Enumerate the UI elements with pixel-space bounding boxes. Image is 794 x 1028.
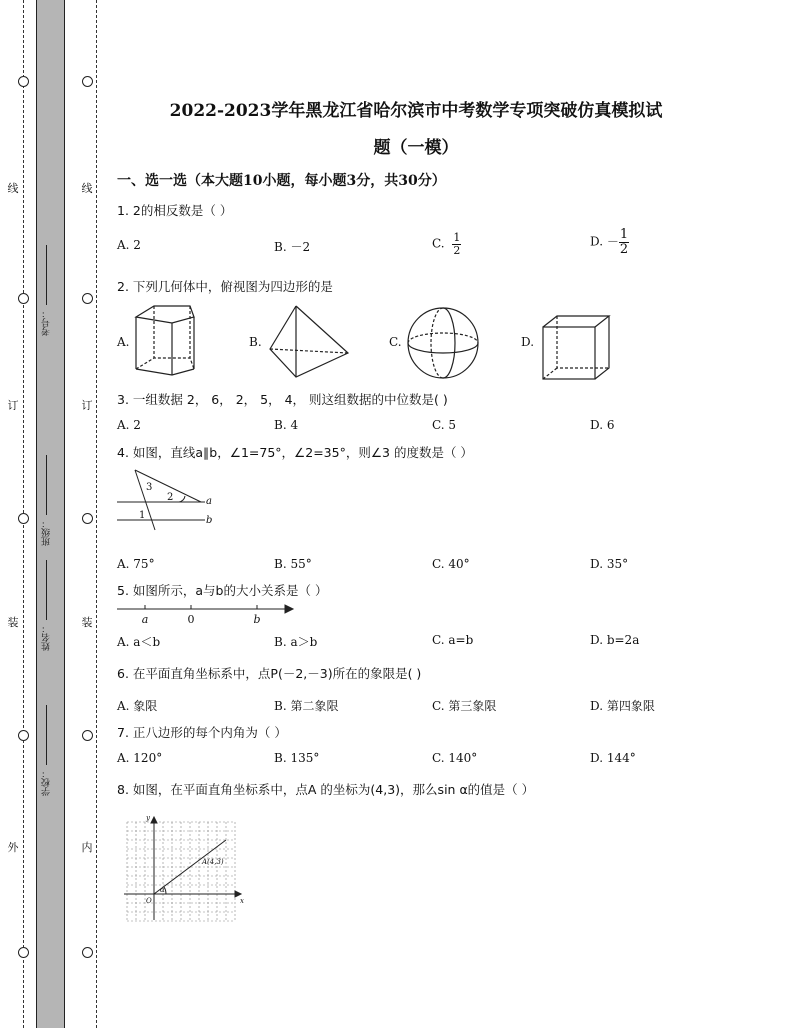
q2-option-c: C. [389,335,402,349]
binding-hole [82,76,93,87]
q5-option-c: C. a=b [432,633,474,647]
margin-char: 线 [7,182,19,195]
question-8: 8. 如图，在平面直角坐标系中，点A 的坐标为(4,3)，那么sin α的值是（ ） [117,782,535,797]
binding-hole [82,293,93,304]
class-field [40,455,60,546]
margin-char: 装 [7,616,19,629]
band-right-border [64,0,65,1028]
angle-label-3: 3 [146,482,153,493]
binding-hole [18,76,29,87]
band-left-border [36,0,37,1028]
binding-hole [82,730,93,741]
binding-hole [18,513,29,524]
q7-option-b: B. 135° [274,751,320,765]
margin-char: 装 [81,616,93,629]
tetrahedron-figure [262,303,352,381]
grid-lines [127,822,235,921]
school-field [40,705,60,796]
question-5: 5. 如图所示，a与b的大小关系是（ ） [117,583,328,598]
pentagonal-prism-figure [132,303,198,383]
q6-option-b: B. 第二象限 [274,699,339,713]
binding-hole [18,293,29,304]
parallel-lines-figure [117,466,217,532]
field-label: 班级： [42,519,52,546]
inner-dashed-line [96,0,97,1028]
margin-char: 订 [7,399,19,412]
origin-label: O [146,897,152,905]
option-label: D. － [590,234,619,249]
point-a-label: A(4,3) [202,858,224,866]
binding-hole [18,947,29,958]
margin-char: 外 [7,841,19,854]
denominator: 2 [619,241,629,257]
name-field [40,560,60,651]
page-title-cont: 题（一模） [373,138,459,158]
coordinate-grid-figure [122,812,248,926]
margin-char: 线 [81,182,93,195]
q4-option-a: A. 75° [117,557,155,571]
q3-option-b: B. 4 [274,418,299,432]
fraction [452,232,461,256]
margin-char: 内 [81,841,93,854]
q7-option-c: C. 140° [432,751,478,765]
q5-option-b: B. a＞b [274,635,318,649]
x-axis-label: x [240,897,244,905]
q2-option-a: A. [117,335,130,349]
section-heading: 一、选一选（本大题10小题，每小题3分，共30分） [117,173,446,189]
q2-option-b: B. [249,335,262,349]
y-axis-label: y [146,814,150,822]
alpha-label: α [160,886,165,894]
binding-hole [18,730,29,741]
q5-option-a: A. a＜b [117,635,161,649]
exam-number-field [40,245,60,336]
field-label: 考号： [42,309,52,336]
point-b-label: b [253,613,261,626]
binding-hole [82,947,93,958]
field-label: 学校： [42,769,52,796]
field-label: 姓名： [42,624,52,651]
q3-option-c: C. 5 [432,418,457,432]
q7-option-a: A. 120° [117,751,163,765]
q4-option-c: C. 40° [432,557,470,571]
q1-option-a: A. 2 [117,238,141,252]
number-line-figure [117,602,297,626]
point-a-label: a [141,613,149,626]
line-label-b: b [206,515,213,526]
question-1: 1. 2的相反数是（ ） [117,203,233,218]
q1-option-c [432,232,461,256]
q7-option-d: D. 144° [590,751,636,765]
q2-option-d: D. [521,335,535,349]
denominator: 2 [453,243,461,257]
q4-option-b: B. 55° [274,557,312,571]
cube-figure [540,313,612,381]
q1-option-b: B. －2 [274,240,311,254]
binding-hole [82,513,93,524]
question-2: 2. 下列几何体中，俯视图为四边形的是 [117,279,333,294]
numerator: 1 [453,231,461,244]
numerator: 1 [619,227,629,242]
question-7: 7. 正八边形的每个内角为（ ） [117,725,287,740]
fraction [619,228,629,256]
q4-option-d: D. 35° [590,557,629,571]
q5-option-d: D. b=2a [590,633,640,647]
page-title: 2022-2023学年黑龙江省哈尔滨市中考数学专项突破仿真模拟试 [169,101,663,121]
angle-label-1: 1 [139,510,146,521]
question-3: 3. 一组数据 2， 6， 2， 5， 4， 则这组数据的中位数是( ) [117,392,448,407]
q6-option-c: C. 第三象限 [432,699,497,713]
q3-option-a: A. 2 [117,418,141,432]
q6-option-d: D. 第四象限 [590,699,655,713]
sphere-figure [405,305,483,381]
origin-label: 0 [187,613,195,626]
option-label: C. [432,236,445,251]
q6-option-a: A. 象限 [117,699,158,713]
line-label-a: a [206,496,212,507]
angle-label-2: 2 [167,492,174,503]
q1-option-d [590,228,629,256]
question-6: 6. 在平面直角坐标系中，点P(－2,－3)所在的象限是( ) [117,666,422,681]
margin-char: 订 [81,399,93,412]
question-4: 4. 如图，直线a∥b，∠1=75°，∠2=35°，则∠3 的度数是（ ） [117,445,473,460]
q3-option-d: D. 6 [590,418,615,432]
